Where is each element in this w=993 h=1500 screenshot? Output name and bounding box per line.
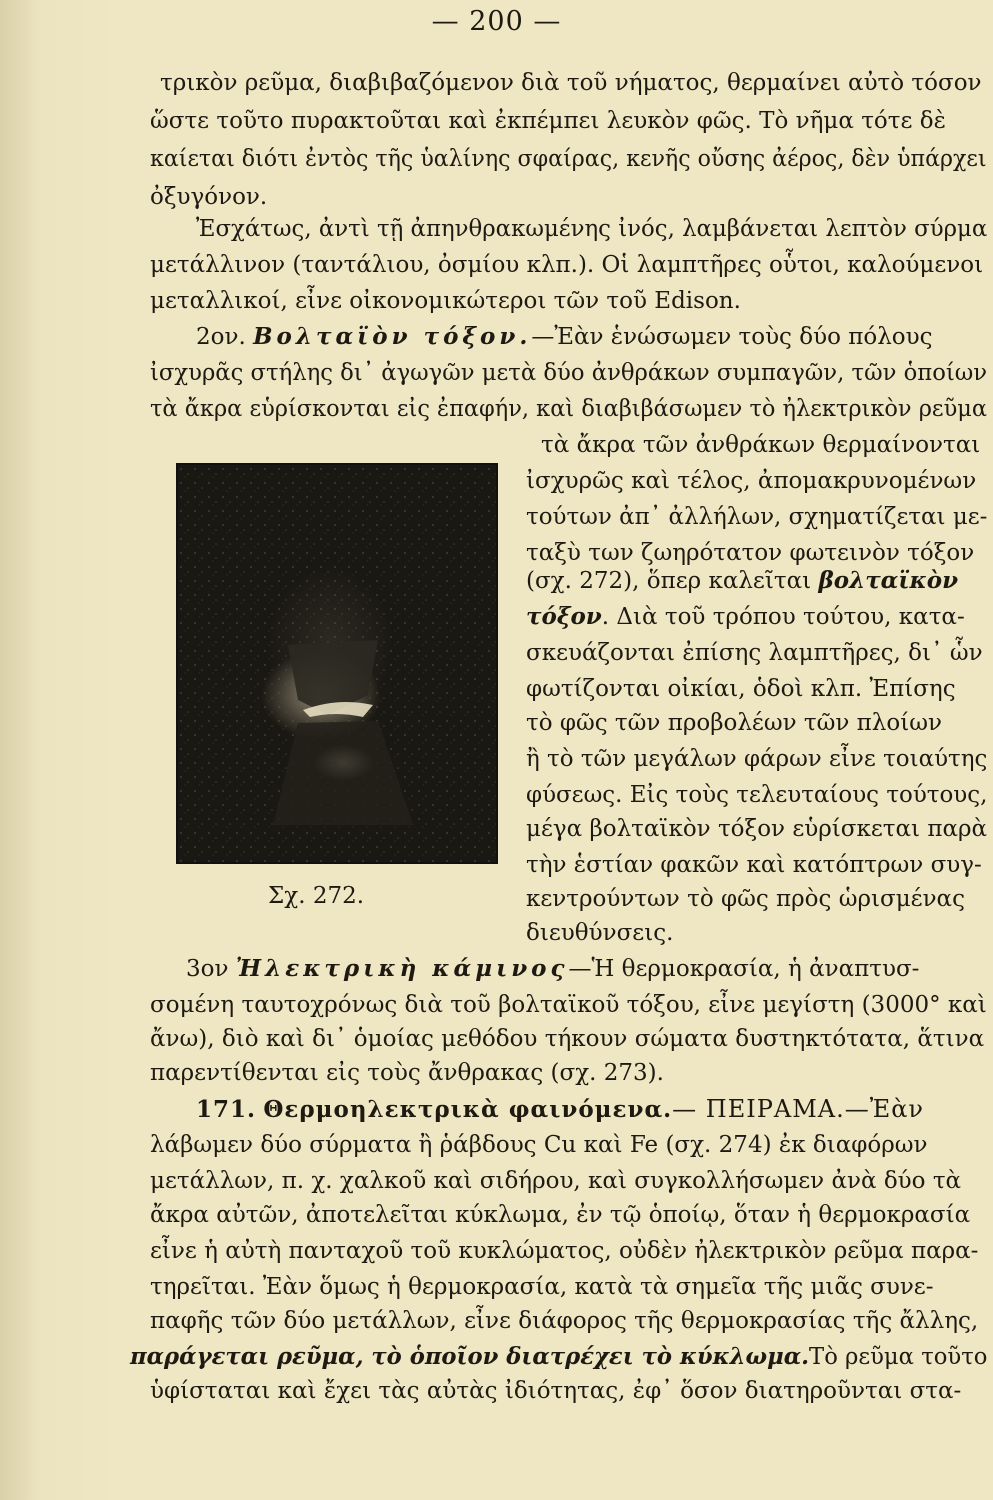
text-line: ἄνω), διὸ καὶ δι᾽ ὁμοίας μεθόδου τήκουν σώματα δυστηκτότατα, ἅτινα [150, 1026, 985, 1052]
text-line: ὀξυγόνον. [150, 184, 268, 210]
text-line: μετάλλων, π. χ. χαλκοῦ καὶ σιδήρου, καὶ συγκολλήσωμεν ἀνὰ δύο τὰ [150, 1168, 962, 1194]
text-line [526, 602, 965, 632]
text-line: λάβωμεν δύο σύρματα ἢ ῥάβδους Cu καὶ Fe (σχ. 274) ἐκ διαφόρων [150, 1132, 928, 1158]
text-line: μετάλλινον (ταντάλιου, ὀσμίου κλπ.). Οἱ λαμπτῆρες οὗτοι, καλούμενοι [150, 252, 984, 278]
text-line: τὰ ἄκρα τῶν ἀνθράκων θερμαίνονται [541, 432, 981, 458]
section-number: 3ον [186, 956, 229, 982]
text-line: τηρεῖται. Ἐὰν ὅμως ἡ θερμοκρασία, κατὰ τὰ σημεῖα τῆς μιᾶς συνε- [150, 1274, 934, 1300]
figure-caption: Σχ. 272. [268, 883, 365, 909]
text-line: ὥστε τοῦτο πυρακτοῦται καὶ ἐκπέμπει λευκὸν φῶς. Τὸ νῆμα τότε δὲ [150, 108, 946, 134]
text-line: τρικὸν ρεῦμα, διαβιβαζόμενον διὰ τοῦ νήματος, θερμαίνει αὐτὸ τόσον [160, 70, 982, 96]
section-title: Βολταϊὸν τόξον. [253, 323, 532, 350]
text-line: ἰσχυρῶς καὶ τέλος, ἀπομακρυνομένων [526, 468, 977, 494]
text-line: διευθύνσεις. [526, 920, 674, 946]
emphasis-line [130, 1342, 987, 1372]
term-voltaic: βολταϊκὸν [818, 567, 959, 594]
text-fragment: (σχ. 272), ὅπερ καλεῖται [526, 568, 819, 594]
term-arc: τόξον [526, 603, 602, 630]
text-line: καίεται διότι ἐντὸς τῆς ὑαλίνης σφαίρας, κενῆς οὔσης ἀέρος, δὲν ὑπάρχει [150, 146, 987, 172]
text-line: σκευάζονται ἐπίσης λαμπτῆρες, δι᾽ ὧν [526, 640, 983, 666]
bold-statement: παράγεται ρεῦμα, τὸ ὁποῖον διατρέχει τὸ κύκλωμα. [130, 1343, 810, 1370]
page-number: — 200 — [431, 6, 562, 37]
text-line: ὑφίσταται καὶ ἔχει τὰς αὐτὰς ἰδιότητας, ἐφ᾽ ὅσον διατηροῦνται στα- [150, 1378, 962, 1404]
text-line: φωτίζονται οἰκίαι, ὁδοὶ κλπ. Ἐπίσης [526, 676, 956, 702]
section-3-heading-line [186, 954, 919, 984]
text-line: παφῆς τῶν δύο μετάλλων, εἶνε διάφορος τῆς θερμοκρασίας τῆς ἄλλης, [150, 1308, 979, 1334]
section-text: —Ἡ θερμοκρασία, ἡ ἀναπτυσ- [568, 956, 920, 982]
text-line: ἄκρα αὐτῶν, ἀποτελεῖται κύκλωμα, ἐν τῷ ὁποίῳ, ὅταν ἡ θερμοκρασία [150, 1202, 971, 1228]
section-171-heading-line [196, 1094, 924, 1125]
text-line: τὴν ἑστίαν φακῶν καὶ κατόπτρων συγ- [526, 852, 982, 878]
text-line: Ἐσχάτως, ἀντὶ τῇ ἀπηνθρακωμένης ἰνός, λαμβάνεται λεπτὸν σύρμα [196, 216, 988, 242]
section-title: Ἠλεκτρικὴ κάμινος [235, 955, 569, 982]
text-line: τὰ ἄκρα εὑρίσκονται εἰς ἐπαφήν, καὶ διαβιβάσωμεν τὸ ἠλεκτρικὸν ρεῦμα [150, 396, 988, 422]
text-line: μέγα βολταϊκὸν τόξον εὑρίσκεται παρὰ [526, 816, 988, 842]
text-line: ἰσχυρᾶς στήλης δι᾽ ἀγωγῶν μετὰ δύο ἀνθράκων συμπαγῶν, τῶν ὁποίων [150, 360, 988, 386]
section-2-heading-line [196, 322, 932, 352]
text-line: εἶνε ἡ αὐτὴ πανταχοῦ τοῦ κυκλώματος, οὐδὲν ἠλεκτρικὸν ρεῦμα παρα- [150, 1238, 979, 1264]
text-fragment: . Διὰ τοῦ τρόπου τούτου, κατα- [601, 604, 965, 630]
voltaic-arc-icon [178, 465, 496, 862]
text-line: ἢ τὸ τῶν μεγάλων φάρων εἶνε τοιαύτης [526, 746, 988, 772]
text-line: τὸ φῶς τῶν προβολέων τῶν πλοίων [526, 710, 942, 736]
text-line: ταξὺ των ζωηρότατον φωτεινὸν τόξον [526, 540, 975, 566]
text-line: σομένη ταυτοχρόνως διὰ τοῦ βολταϊκοῦ τόξου, εἶνε μεγίστη (3000° καὶ [150, 992, 987, 1018]
text-line: τούτων ἀπ᾽ ἀλλήλων, σχηματίζεται με- [526, 504, 988, 530]
text-line: κεντρούντων τὸ φῶς πρὸς ὡρισμένας [526, 886, 965, 912]
text-line: παρεντίθενται εἰς τοὺς ἄνθρακας (σχ. 273). [150, 1060, 664, 1086]
text-line: φύσεως. Εἰς τοὺς τελευταίους τούτους, [526, 782, 988, 808]
text-fragment: Τὸ ρεῦμα τοῦτο [809, 1344, 988, 1370]
voltaic-term-line [526, 566, 958, 596]
figure-272-image [176, 463, 498, 864]
section-number: 2ον. [196, 324, 246, 350]
section-number: 171. [196, 1096, 257, 1123]
section-text: — ΠΕΙΡΑΜΑ.—Ἐὰν [672, 1095, 925, 1123]
section-text: —Ἐὰν ἑνώσωμεν τοὺς δύο πόλους [531, 324, 933, 350]
text-line: μεταλλικοί, εἶνε οἰκονομικώτεροι τῶν τοῦ Edison. [150, 288, 741, 314]
section-title: Θερμοηλεκτρικὰ φαινόμενα. [263, 1096, 673, 1123]
